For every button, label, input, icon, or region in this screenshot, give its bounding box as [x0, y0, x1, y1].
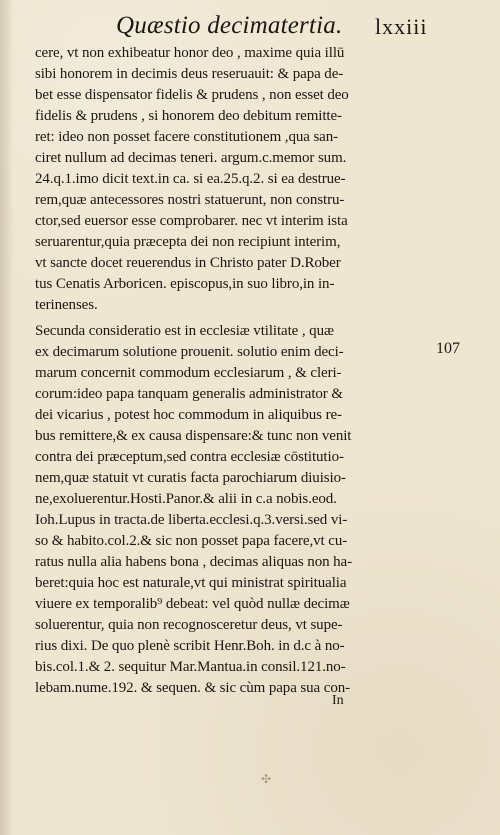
folio-number: lxxiii — [375, 14, 428, 39]
text-line: sibi honorem in decimis deus reseruauit: & papa de- — [35, 66, 344, 82]
text-line: 24.q.1.imo dicit text.in ca. si ea.25.q.2. si ea destrue- — [35, 171, 346, 187]
text-line: contra dei præceptum,sed contra ecclesiæ cōstitutio- — [35, 449, 344, 465]
text-line: bis.col.1.& 2. sequitur Mar.Mantua.in consil.121.no- — [35, 659, 346, 675]
text-line: corum:ideo papa tanquam generalis administrator & — [35, 386, 343, 402]
text-line: terinenses. — [35, 297, 98, 313]
text-line: dei vicarius , potest hoc commodum in aliquibus re- — [35, 407, 342, 423]
text-line: nem,quæ statuit vt curatis facta parochiarum diuisio- — [35, 470, 346, 486]
text-line: ex decimarum solutione prouenit. solutio enim deci- — [35, 344, 344, 360]
text-line: tus Cenatis Arboricen. episcopus,in suo libro,in in- — [35, 276, 335, 292]
page-gutter-shadow — [0, 0, 14, 835]
main-text-block — [35, 43, 435, 699]
running-title: Quæstio decimatertia. — [116, 12, 343, 39]
decorative-mark-icon: ✣ — [261, 772, 272, 786]
text-line: bus remittere,& ex causa dispensare:& tunc non venit — [35, 428, 352, 444]
text-line: ctor,sed euersor esse comprobarer. nec vt interim ista — [35, 213, 348, 229]
text-line: viuere ex temporalib⁹ debeat: vel quòd nullæ decimæ — [35, 596, 350, 612]
text-line: lebam.nume.192. & sequen. & sic cùm papa sua con- — [35, 680, 351, 696]
text-line: rem,quæ antecessores nostri statuerunt, non constru- — [35, 192, 345, 208]
text-line: fidelis & prudens , si honorem deo debitum remitte- — [35, 108, 342, 124]
text-line: vt sancte docet reuerendus in Christo pater D.Rober — [35, 255, 341, 271]
text-line: ret: ideo non posset facere constitutionem ,qua san- — [35, 129, 339, 145]
text-line: beret:quia hoc est naturale,vt qui ministrat spiritualia — [35, 575, 347, 591]
text-line: soluerentur, quia non recognosceretur deus, vt supe- — [35, 617, 343, 633]
text-line: Ioh.Lupus in tracta.de liberta.ecclesi.q.3.versi.sed vi- — [35, 512, 348, 528]
text-line: rius dixi. De quo plenè scribit Henr.Boh. in d.c à no- — [35, 638, 345, 654]
text-line: bet esse dispensator fidelis & prudens , non esset deo — [35, 87, 349, 103]
text-line: marum concernit commodum ecclesiarum , & cleri- — [35, 365, 342, 381]
margin-note-number: 107 — [436, 340, 460, 357]
text-line: ciret nullum ad decimas teneri. argum.c.memor sum. — [35, 150, 347, 166]
text-line: seruarentur,quia præcepta dei non recipiunt interim, — [35, 234, 341, 250]
text-line: so & habito.col.2.& sic non posset papa facere,vt cu- — [35, 533, 348, 549]
catchword: In — [332, 693, 344, 708]
text-line: ne,exoluerentur.Hosti.Panor.& alii in c.a nobis.eod. — [35, 491, 337, 507]
text-line: Secunda consideratio est in ecclesiæ vtilitate , quæ — [35, 323, 334, 339]
text-line: ratus nulla alia habens bona , decimas aliquas non ha- — [35, 554, 352, 570]
text-line: cere, vt non exhibeatur honor deo , maxime quia illū — [35, 45, 345, 61]
